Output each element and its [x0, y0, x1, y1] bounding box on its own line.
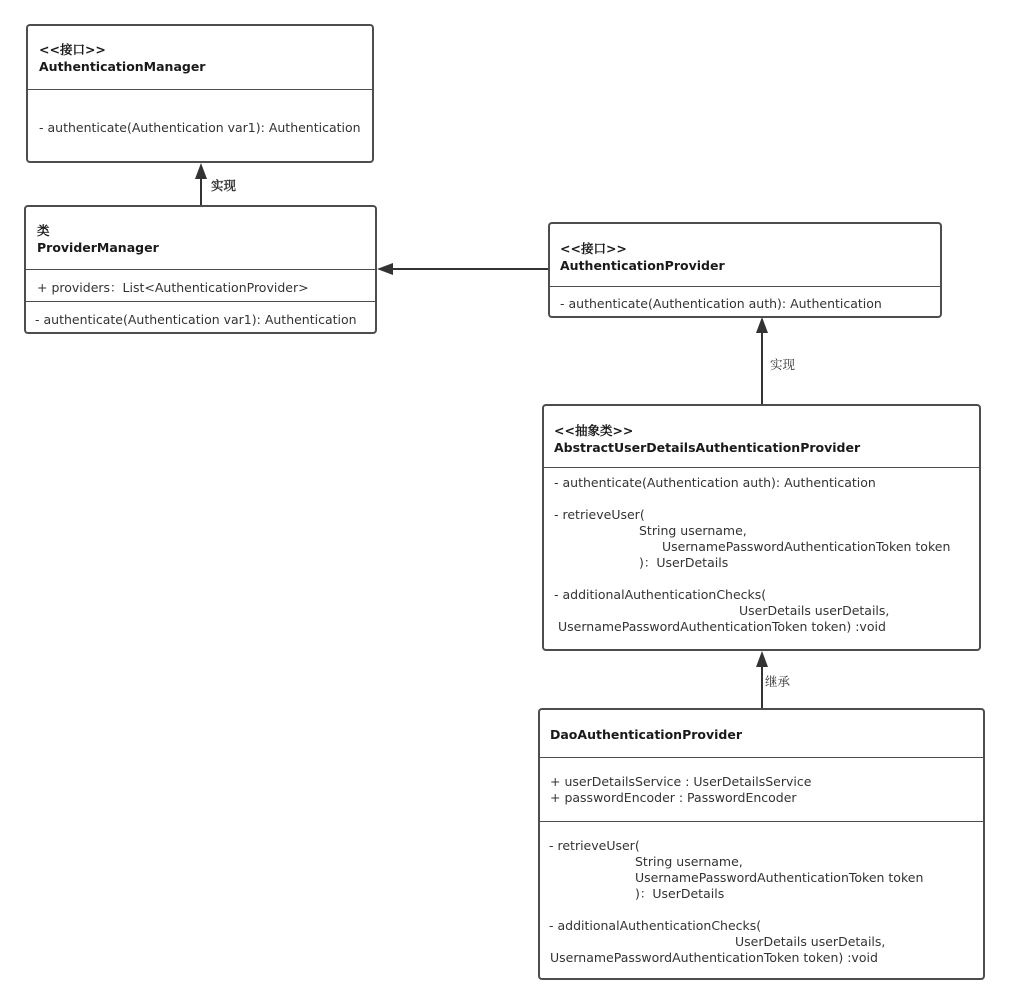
- stereotype: <<抽象类>>: [554, 423, 634, 438]
- attribute: + providers：List<AuthenticationProvider>: [37, 280, 309, 295]
- class-name: ProviderManager: [37, 240, 159, 255]
- class-header: [560, 240, 940, 274]
- provider-manager-class[interactable]: [24, 205, 377, 334]
- inherit-label: 继承: [765, 674, 791, 689]
- method-param: String username,: [635, 854, 743, 869]
- class-name: AuthenticationManager: [39, 59, 206, 74]
- method: - retrieveUser(: [554, 507, 645, 522]
- method-param: UserDetails userDetails,: [739, 603, 890, 618]
- divider: [540, 757, 983, 758]
- class-name: AuthenticationProvider: [560, 258, 725, 273]
- divider: [26, 301, 375, 302]
- method-return: )：UserDetails: [635, 886, 725, 901]
- authentication-provider-interface[interactable]: [548, 222, 942, 318]
- method: - additionalAuthenticationChecks(: [549, 918, 762, 933]
- attribute: + passwordEncoder : PasswordEncoder: [550, 790, 797, 805]
- authentication-manager-class[interactable]: [26, 24, 374, 163]
- attribute: + userDetailsService : UserDetailsService: [550, 774, 812, 789]
- class-name: AbstractUserDetailsAuthenticationProvider: [554, 440, 861, 455]
- arrowhead-up-1: [195, 163, 207, 179]
- realize-label-1: 实现: [211, 178, 237, 193]
- method: - authenticate(Authentication var1): Authentication: [35, 312, 357, 327]
- class-header: [39, 41, 372, 75]
- class-name: DaoAuthenticationProvider: [550, 727, 743, 742]
- method-param: UserDetails userDetails,: [735, 934, 886, 949]
- arrowhead-up-2: [756, 317, 768, 333]
- method-param: UsernamePasswordAuthenticationToken token) :void: [550, 950, 878, 965]
- divider: [550, 286, 940, 287]
- method: - retrieveUser(: [549, 838, 640, 853]
- method: - authenticate(Authentication auth): Authentication: [560, 296, 882, 311]
- method-param: String username,: [639, 523, 747, 538]
- method: - authenticate(Authentication var1): Authentication: [39, 120, 361, 135]
- class-header: [554, 422, 979, 456]
- method-return: )：UserDetails: [639, 555, 729, 570]
- divider: [26, 269, 375, 270]
- arrowhead-left: [377, 263, 393, 275]
- realize-label-2: 实现: [770, 357, 796, 372]
- class-header: [37, 222, 375, 256]
- divider: [544, 467, 979, 468]
- method-param: UsernamePasswordAuthenticationToken token: [662, 539, 951, 554]
- divider: [28, 89, 372, 90]
- dao-authentication-provider-class[interactable]: [538, 708, 985, 980]
- stereotype: <<接口>>: [560, 241, 627, 256]
- method: - additionalAuthenticationChecks(: [554, 587, 767, 602]
- arrowhead-up-3: [756, 651, 768, 667]
- class-header: [550, 726, 983, 743]
- abstract-user-details-provider-class[interactable]: [542, 404, 981, 651]
- divider: [540, 821, 983, 822]
- method: - authenticate(Authentication auth): Authentication: [554, 475, 876, 490]
- stereotype: 类: [37, 223, 50, 238]
- method-param: UsernamePasswordAuthenticationToken token) :void: [558, 619, 886, 634]
- method-param: UsernamePasswordAuthenticationToken token: [635, 870, 924, 885]
- stereotype: <<接口>>: [39, 42, 106, 57]
